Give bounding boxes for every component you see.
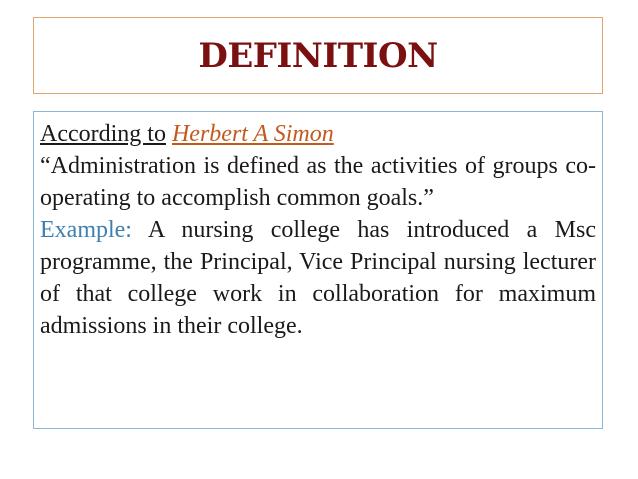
author-name: Herbert A Simon [171,121,334,147]
content-box [33,111,603,429]
attribution-line [40,118,596,150]
example-text: A nursing college has introduced a Msc programme, the Principal, Vice Principal nursing lecturer of that college work in collaboration for maximum admissions in their college. [40,217,596,339]
example-label: Example: [40,217,132,243]
definition-text: “Administration is defined as the activities of groups co-operating to accomplish common goals.” [40,153,596,211]
title-box [33,17,603,94]
example-paragraph [40,214,596,342]
attribution-lead: According to [40,121,166,147]
slide-title: DEFINITION [198,35,438,76]
